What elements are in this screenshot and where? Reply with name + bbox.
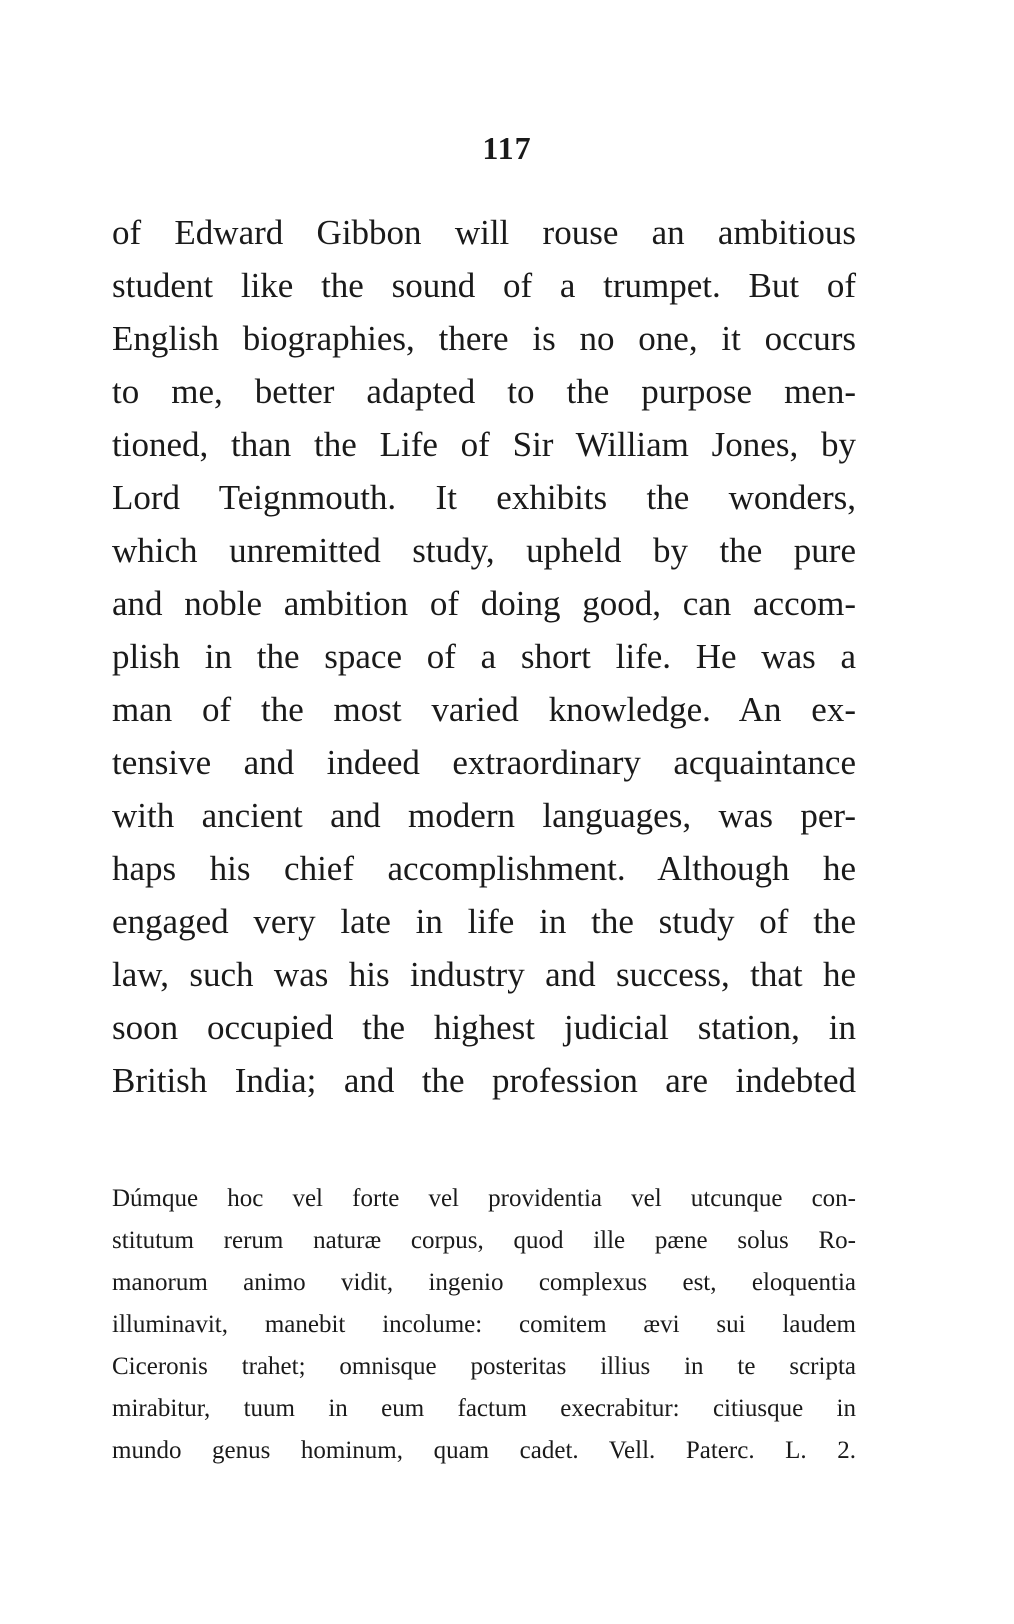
footnote-line: Dúmque hoc vel forte vel providentia vel utcunque con- [112,1185,856,1212]
text-line: tensive and indeed extraordinary acquaintance [112,743,856,782]
text-line: of Edward Gibbon will rouse an ambitious [112,213,856,252]
text-line: man of the most varied knowledge. An ex- [112,690,856,729]
footnote-line: manorum animo vidit, ingenio complexus est, eloquentia [112,1269,856,1296]
text-line: plish in the space of a short life. He was a [112,637,856,676]
text-line: law, such was his industry and success, that he [112,955,856,994]
text-line: soon occupied the highest judicial station, in [112,1008,856,1047]
footnote-line: illuminavit, manebit incolume: comitem ævi sui laudem [112,1311,856,1338]
footnote-line: mundo genus hominum, quam cadet. Vell. Paterc. L. 2. [112,1437,856,1464]
text-line: and noble ambition of doing good, can accom- [112,584,856,623]
page-number: 117 [482,130,532,166]
text-line: engaged very late in life in the study of the [112,902,856,941]
text-line: haps his chief accomplishment. Although he [112,849,856,888]
main-text-block [112,206,856,1107]
footnote-line: Ciceronis trahet; omnisque posteritas illius in te scripta [112,1353,856,1380]
text-line: British India; and the profession are indebted [112,1061,856,1100]
text-line: with ancient and modern languages, was per- [112,796,856,835]
text-line: English biographies, there is no one, it occurs [112,319,856,358]
text-line: which unremitted study, upheld by the pure [112,531,856,570]
text-line: tioned, than the Life of Sir William Jones, by [112,425,856,464]
text-line: student like the sound of a trumpet. But of [112,266,856,305]
footnote-line: stitutum rerum naturæ corpus, quod ille pæne solus Ro- [112,1227,856,1254]
footnote-block [112,1178,856,1472]
text-line: to me, better adapted to the purpose men- [112,372,856,411]
footnote-line: mirabitur, tuum in eum factum execrabitur: citiusque in [112,1395,856,1422]
text-line: Lord Teignmouth. It exhibits the wonders, [112,478,856,517]
